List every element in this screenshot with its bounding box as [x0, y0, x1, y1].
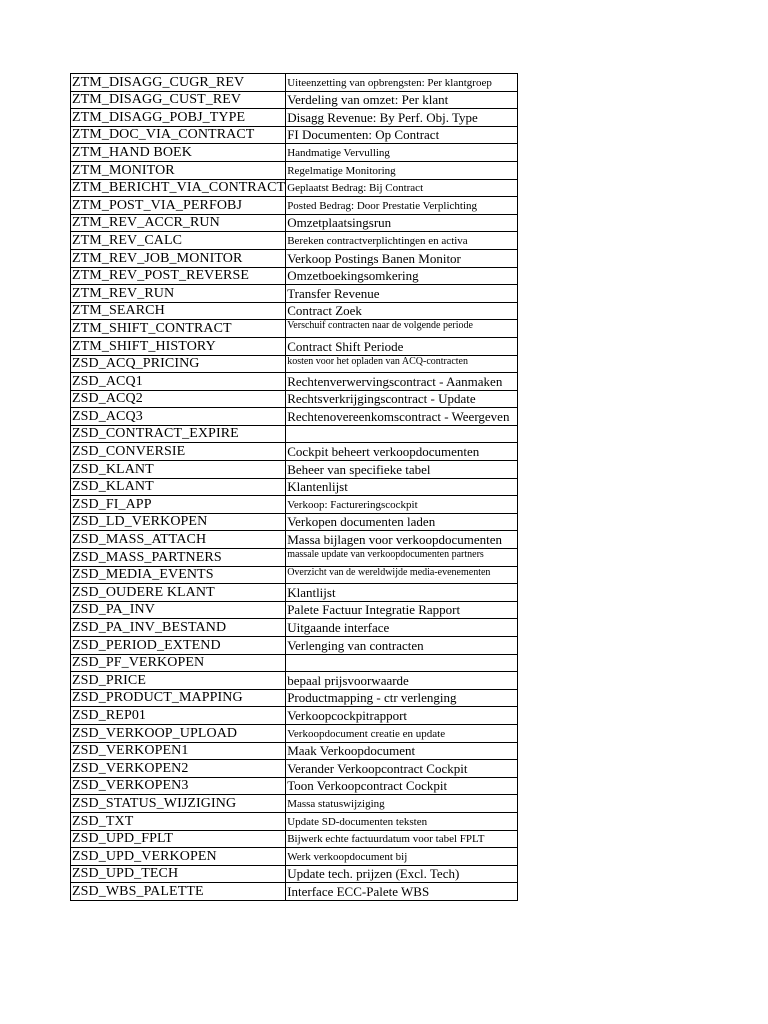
description-cell: Contract Shift Periode	[286, 337, 518, 355]
description-cell: Massa statuswijziging	[286, 795, 518, 813]
transaction-code-cell: ZSD_STATUS_WIJZIGING	[71, 795, 286, 813]
description-cell: Verkopen documenten laden	[286, 513, 518, 531]
description-cell: Verkoop: Factureringscockpit	[286, 496, 518, 514]
table-row	[71, 373, 518, 391]
table-row	[71, 619, 518, 637]
transaction-code-cell: ZTM_SHIFT_HISTORY	[71, 337, 286, 355]
description-cell: Uitgaande interface	[286, 619, 518, 637]
description-cell: Verkoopcockpitrapport	[286, 707, 518, 725]
transaction-code-cell: ZSD_ACQ_PRICING	[71, 355, 286, 373]
table-row	[71, 355, 518, 373]
table-row	[71, 777, 518, 795]
table-row	[71, 302, 518, 320]
table-row	[71, 883, 518, 901]
transaction-code-cell: ZSD_UPD_FPLT	[71, 830, 286, 848]
transaction-code-cell: ZTM_BERICHT_VIA_CONTRACT	[72, 180, 286, 196]
table-row	[71, 91, 518, 109]
table-row	[71, 689, 518, 707]
transaction-code-cell: ZSD_UPD_TECH	[71, 865, 286, 883]
table-row	[71, 144, 518, 162]
description-cell: Verkoopdocument creatie en update	[286, 724, 518, 742]
table-row	[71, 443, 518, 461]
description-cell: Posted Bedrag: Door Prestatie Verplichting	[286, 197, 518, 215]
transaction-code-cell: ZSD_PRODUCT_MAPPING	[71, 689, 286, 707]
transaction-code-cell: ZTM_DISAGG_CUST_REV	[71, 91, 286, 109]
description-cell: Transfer Revenue	[286, 285, 518, 303]
table-row	[71, 549, 518, 567]
table-row	[71, 161, 518, 179]
table-row	[71, 285, 518, 303]
transaction-code-cell: ZSD_FI_APP	[71, 496, 286, 514]
transaction-code-cell: ZTM_REV_ACCR_RUN	[71, 214, 286, 232]
description-cell: Disagg Revenue: By Perf. Obj. Type	[286, 109, 518, 127]
table-row	[71, 584, 518, 602]
table-row	[71, 214, 518, 232]
transaction-code-cell: ZSD_KLANT	[71, 461, 286, 479]
transaction-code-cell: ZSD_LD_VERKOPEN	[71, 513, 286, 531]
description-cell: Klantlijst	[286, 584, 518, 602]
transaction-code-cell: ZTM_DISAGG_CUGR_REV	[71, 74, 286, 92]
description-cell: Interface ECC-Palete WBS	[286, 883, 518, 901]
description-cell: bepaal prijsvoorwaarde	[286, 672, 518, 690]
description-cell: Handmatige Vervulling	[286, 144, 518, 162]
description-cell: Beheer van specifieke tabel	[286, 461, 518, 479]
table-row	[71, 848, 518, 866]
description-cell: Contract Zoek	[286, 302, 518, 320]
transaction-code-cell: ZSD_PERIOD_EXTEND	[71, 637, 286, 655]
table-row	[71, 795, 518, 813]
description-cell: Verander Verkoopcontract Cockpit	[286, 760, 518, 778]
description-cell: FI Documenten: Op Contract	[286, 126, 518, 144]
transaction-code-cell: ZSD_OUDERE KLANT	[71, 584, 286, 602]
transaction-code-cell: ZSD_CONTRACT_EXPIRE	[71, 425, 286, 443]
table-row	[71, 249, 518, 267]
table-row	[71, 830, 518, 848]
description-cell: Rechtenovereenkomscontract - Weergeven	[286, 408, 518, 426]
transaction-code-cell: ZSD_PA_INV_BESTAND	[71, 619, 286, 637]
description-cell: Geplaatst Bedrag: Bij Contract	[286, 179, 518, 197]
transaction-code-cell: ZTM_SEARCH	[71, 302, 286, 320]
description-cell	[286, 425, 518, 443]
transaction-code-cell: ZTM_REV_POST_REVERSE	[71, 267, 286, 285]
description-cell: Bereken contractverplichtingen en activa	[286, 232, 518, 250]
table-row	[71, 724, 518, 742]
description-cell: Verkoop Postings Banen Monitor	[286, 249, 518, 267]
description-cell: Maak Verkoopdocument	[286, 742, 518, 760]
description-cell: Regelmatige Monitoring	[286, 161, 518, 179]
description-cell: Massa bijlagen voor verkoopdocumenten	[286, 531, 518, 549]
table-row	[71, 707, 518, 725]
description-cell	[286, 654, 518, 672]
transaction-code-cell: ZSD_ACQ1	[71, 373, 286, 391]
table-row	[71, 672, 518, 690]
table-row	[71, 197, 518, 215]
table-body	[71, 74, 518, 901]
description-cell: Overzicht van de wereldwijde media-evenementen	[286, 566, 518, 584]
transaction-code-cell: ZSD_VERKOPEN2	[71, 760, 286, 778]
transaction-code-cell: ZSD_PRICE	[71, 672, 286, 690]
transaction-code-cell: ZSD_CONVERSIE	[71, 443, 286, 461]
table-row	[71, 267, 518, 285]
transaction-code-cell: ZTM_DISAGG_POBJ_TYPE	[71, 109, 286, 127]
table-row	[71, 461, 518, 479]
table-row	[71, 513, 518, 531]
table-row	[71, 812, 518, 830]
table-row	[71, 320, 518, 338]
transaction-code-table	[70, 73, 518, 901]
table-row	[71, 601, 518, 619]
transaction-code-cell: ZSD_WBS_PALETTE	[71, 883, 286, 901]
transaction-code-cell: ZTM_DOC_VIA_CONTRACT	[71, 126, 286, 144]
table-row	[71, 531, 518, 549]
transaction-code-cell: ZTM_REV_JOB_MONITOR	[71, 249, 286, 267]
description-cell: Werk verkoopdocument bij	[286, 848, 518, 866]
description-cell: Verlenging van contracten	[286, 637, 518, 655]
transaction-code-cell: ZSD_PF_VERKOPEN	[71, 654, 286, 672]
transaction-code-cell: ZSD_MASS_PARTNERS	[71, 549, 286, 567]
description-cell: Rechtsverkrijgingscontract - Update	[286, 390, 518, 408]
transaction-code-cell: ZSD_MASS_ATTACH	[71, 531, 286, 549]
transaction-code-cell: ZTM_REV_CALC	[71, 232, 286, 250]
transaction-code-cell: ZTM_POST_VIA_PERFOBJ	[71, 197, 286, 215]
table-row	[71, 654, 518, 672]
description-cell: kosten voor het opladen van ACQ-contracten	[286, 355, 518, 373]
description-cell: Verdeling van omzet: Per klant	[286, 91, 518, 109]
transaction-code-cell: ZSD_KLANT	[71, 478, 286, 496]
transaction-code-cell: ZTM_SHIFT_CONTRACT	[71, 320, 286, 338]
description-cell: Omzetboekingsomkering	[286, 267, 518, 285]
transaction-code-cell: ZTM_HAND BOEK	[71, 144, 286, 162]
transaction-code-cell: ZTM_REV_RUN	[71, 285, 286, 303]
transaction-code-cell: ZSD_VERKOOP_UPLOAD	[71, 724, 286, 742]
table-row	[71, 637, 518, 655]
transaction-code-cell: ZSD_MEDIA_EVENTS	[71, 566, 286, 584]
table-row	[71, 760, 518, 778]
transaction-code-cell: ZSD_VERKOPEN3	[71, 777, 286, 795]
transaction-code-cell: ZSD_ACQ3	[71, 408, 286, 426]
table-row	[71, 742, 518, 760]
transaction-code-cell: ZSD_VERKOPEN1	[71, 742, 286, 760]
transaction-code-cell: ZSD_ACQ2	[71, 390, 286, 408]
description-cell: Cockpit beheert verkoopdocumenten	[286, 443, 518, 461]
table-row	[71, 425, 518, 443]
table-row	[71, 865, 518, 883]
description-cell: Palete Factuur Integratie Rapport	[286, 601, 518, 619]
table-row	[71, 126, 518, 144]
description-cell: Update SD-documenten teksten	[286, 812, 518, 830]
description-cell: Productmapping - ctr verlenging	[286, 689, 518, 707]
description-cell: Uiteenzetting van opbrengsten: Per klantgroep	[286, 74, 518, 92]
transaction-code-cell: ZTM_MONITOR	[71, 161, 286, 179]
table-row	[71, 390, 518, 408]
description-cell: Rechtenverwervingscontract - Aanmaken	[286, 373, 518, 391]
description-cell: Verschuif contracten naar de volgende periode	[286, 320, 518, 338]
table-row	[71, 232, 518, 250]
description-cell: massale update van verkoopdocumenten partners	[286, 549, 518, 567]
table-row	[71, 566, 518, 584]
transaction-code-cell: ZSD_UPD_VERKOPEN	[71, 848, 286, 866]
description-cell: Toon Verkoopcontract Cockpit	[286, 777, 518, 795]
table-row	[71, 408, 518, 426]
description-cell: Update tech. prijzen (Excl. Tech)	[286, 865, 518, 883]
transaction-code-cell: ZSD_PA_INV	[71, 601, 286, 619]
table-row	[71, 478, 518, 496]
table-row	[71, 109, 518, 127]
description-cell: Klantenlijst	[286, 478, 518, 496]
table-row	[71, 337, 518, 355]
table-row	[71, 74, 518, 92]
description-cell: Omzetplaatsingsrun	[286, 214, 518, 232]
table-row	[71, 179, 518, 197]
transaction-code-cell: ZSD_TXT	[71, 812, 286, 830]
table-row	[71, 496, 518, 514]
transaction-code-cell: ZSD_REP01	[71, 707, 286, 725]
description-cell: Bijwerk echte factuurdatum voor tabel FPLT	[286, 830, 518, 848]
